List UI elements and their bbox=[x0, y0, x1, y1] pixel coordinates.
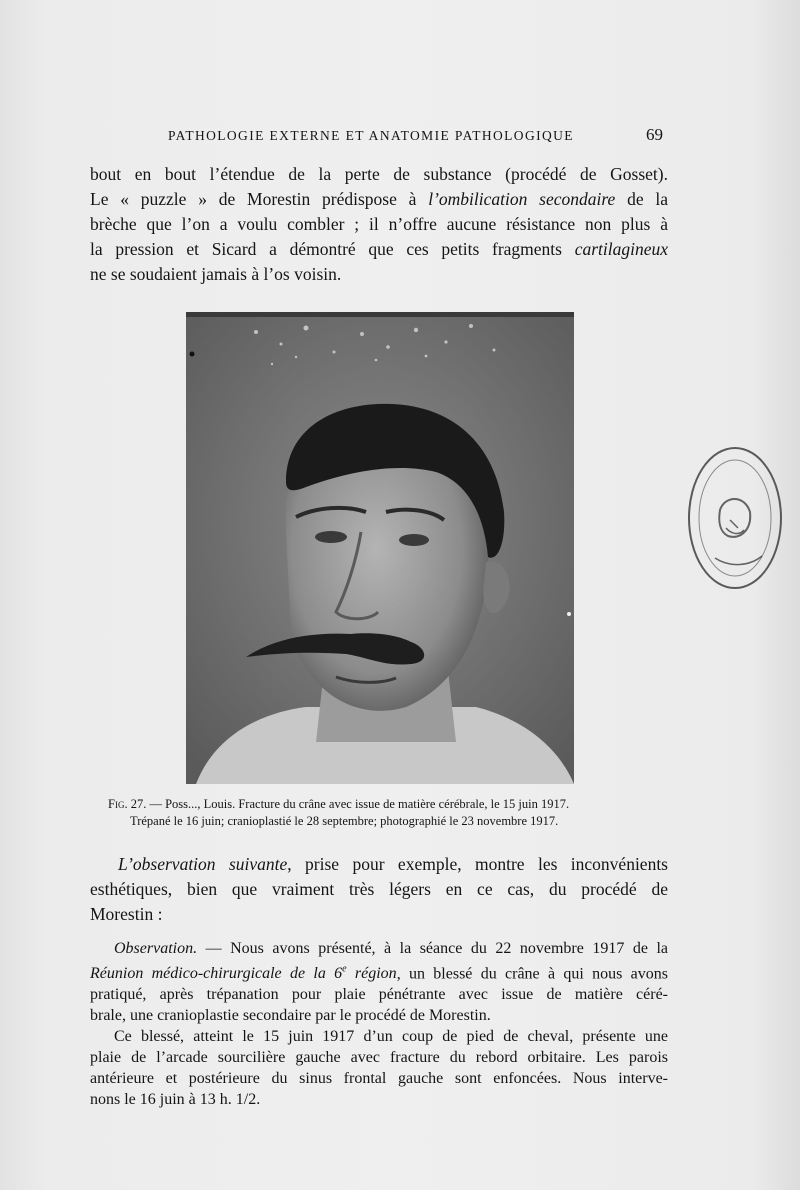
caption-line-2: Trépané le 16 juin; cranioplastié le 28 septembre; photographié le 23 novembre 1917. bbox=[130, 814, 559, 828]
figure-number: Fig. 27. bbox=[108, 797, 147, 811]
library-stamp bbox=[680, 440, 785, 595]
observation-line-5: Ce blessé, atteint le 15 juin 1917 d’un coup de pied de cheval, présente une bbox=[114, 1028, 668, 1046]
observation-line-7: antérieure et postérieure du sinus frontal gauche sont enfoncées. Nous interve- bbox=[90, 1070, 668, 1088]
intro-line-2 bbox=[90, 187, 668, 212]
intro-line-2-text: Le « puzzle » de Morestin prédispose à bbox=[90, 189, 429, 209]
observation-line-2-text: , un blessé du crâne à qui nous avons bbox=[396, 965, 668, 983]
observation-intro-paragraph bbox=[90, 852, 668, 927]
portrait-image bbox=[186, 312, 574, 784]
observation-paragraph bbox=[90, 938, 668, 1110]
observation-suivante-term: L’observation suivante bbox=[118, 854, 288, 874]
patient-photograph bbox=[186, 312, 574, 784]
observation-line-3: pratiqué, après trépanation pour plaie pénétrante avec issue de matière céré- bbox=[90, 986, 668, 1004]
ombilication-term: l’ombilication secondaire bbox=[428, 189, 616, 209]
intro-line-4-text: la pression et Sicard a démontré que ces petits fragments bbox=[90, 239, 575, 259]
observation-line-4: brale, une cranioplastie secondaire par le procédé de Morestin. bbox=[90, 1007, 491, 1025]
ordinal-superscript: e bbox=[342, 964, 347, 975]
observation-line-8: nons le 16 juin à 13 h. 1/2. bbox=[90, 1091, 261, 1109]
observation-line-1 bbox=[90, 938, 668, 959]
obs-intro-line-2: esthétiques, bien que vraiment très légers en ce cas, du procédé de bbox=[90, 879, 668, 899]
intro-paragraph bbox=[90, 162, 668, 287]
figure-caption bbox=[108, 796, 668, 830]
reunion-title bbox=[90, 965, 397, 982]
obs-intro-line-1-text: , prise pour exemple, montre les inconvénients bbox=[287, 854, 668, 874]
observation-line-2 bbox=[90, 959, 668, 984]
library-stamp-seal bbox=[680, 440, 785, 595]
intro-line-4 bbox=[90, 237, 668, 262]
intro-line-3: brèche que l’on a voulu combler ; il n’offre aucune résistance non plus à bbox=[90, 214, 668, 234]
caption-line-1-text: — Poss..., Louis. Fracture du crâne avec issue de matière cérébrale, le 15 juin 1917. bbox=[146, 797, 570, 811]
observation-line-6: plaie de l’arcade sourcilière gauche avec fracture du rebord orbitaire. Les parois bbox=[90, 1049, 668, 1067]
observation-heading: Observation. bbox=[114, 940, 198, 957]
reunion-title-end: région bbox=[346, 965, 397, 983]
page-number: 69 bbox=[646, 125, 663, 144]
intro-line-5: ne se soudaient jamais à l’os voisin. bbox=[90, 264, 342, 284]
obs-intro-line-1 bbox=[90, 852, 668, 877]
reunion-title-text: Réunion médico-chirurgicale de la 6 bbox=[90, 965, 343, 983]
cartilagineux-term: cartilagineux bbox=[574, 239, 668, 259]
obs-intro-line-3: Morestin : bbox=[90, 904, 163, 924]
running-title: PATHOLOGIE EXTERNE ET ANATOMIE PATHOLOGIQUE bbox=[168, 128, 574, 143]
intro-line-1: bout en bout l’étendue de la perte de substance (procédé de Gosset). bbox=[90, 164, 668, 184]
observation-line-1-text: — Nous avons présenté, à la séance du 22 novembre 1917 de la bbox=[197, 940, 668, 957]
intro-line-2-end: de la bbox=[615, 189, 668, 209]
caption-line-1 bbox=[108, 796, 668, 813]
